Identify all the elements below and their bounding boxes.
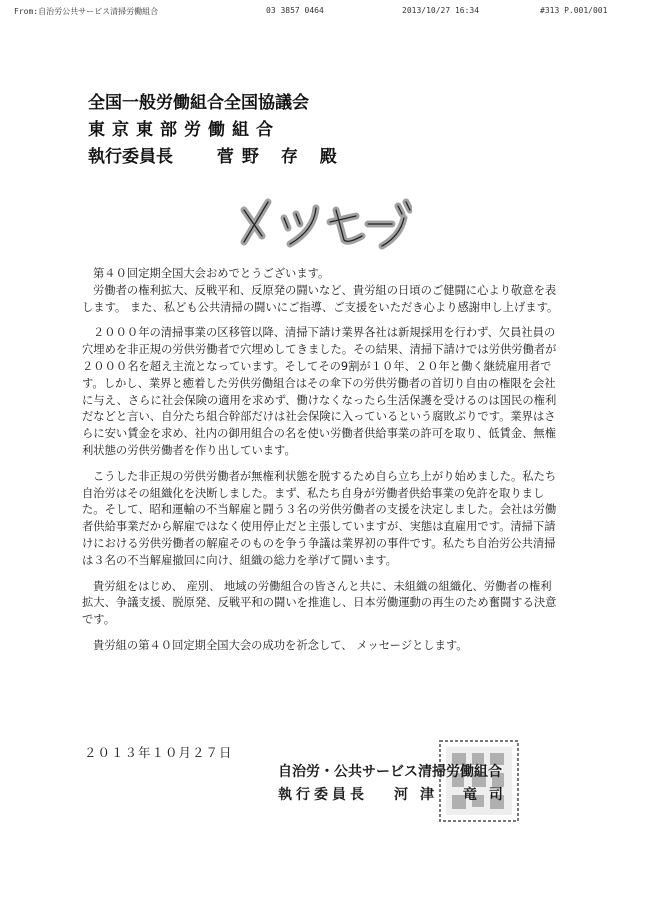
sender-block [278, 761, 515, 807]
fax-from: From:自治労公共サービス清掃労働組合 [14, 7, 159, 16]
body-paragraph-6: 貴労組の第４０回定期全国大会の成功を祈念して、 メッセージとします。 [93, 638, 468, 652]
recipient-title-line [88, 144, 345, 171]
fax-header [14, 6, 636, 20]
recipient-line-1: 全国一般労働組合全国協議会 [88, 93, 309, 113]
letter-date: ２０１３年１０月２７日 [84, 745, 233, 760]
fax-datetime: 2013/10/27 16:34 [402, 6, 480, 15]
body-paragraph-1: 第４０回定期全国大会おめでとうございます。 [93, 267, 330, 280]
sender-name: 河津 竜司 [394, 787, 515, 803]
message-title [232, 188, 412, 250]
handwritten-title-graphic [232, 188, 412, 250]
message-body [82, 266, 560, 655]
sender-title: 執行委員長 [278, 787, 368, 803]
recipient-line-2: 東京東部労働組合 [88, 120, 280, 140]
body-paragraph-5: 貴労組をはじめ、 産別、 地域の労働組合の皆さんと共に、未組織の組織化、労働者の権利拡大、争議支援、脱原発、反戦平和の闘いを推進し、日本労働運動の再生のため奮闘する決意です。 [82, 579, 557, 627]
recipient-title: 執行委員長 [88, 147, 173, 167]
fax-page: #313 P.001/001 [540, 6, 608, 15]
sender-organization: 自治労・公共サービス清掃労働組合 [278, 764, 502, 780]
recipient-block [88, 90, 345, 171]
body-paragraph-4: こうした非正規の労供労働者が無権利状態を脱するため自ら立ち上がり始めました。私たち自治労はその組織化を決断しました。まず、私たち自身が労働者供給事業の免許を取りました。そして、昭和運輸の不当解雇と闘う３名の労供労働者の支援を決定しました。会社は労働者供給事業だから解雇ではなく使用停止だと主張していますが、実態は直雇用です。清掃下請けにおける労供労働者の解雇そのものを争う争議は業界初の事件です。私たち自治労公共清掃は３名の不当解雇撤回に向け、組織の総力を挙げて闘います。 [82, 469, 557, 567]
fax-phone: 03 3857 0464 [266, 6, 324, 15]
message-title-text: メッセージ [317, 227, 327, 229]
body-paragraph-3: ２０００年の清掃事業の区移管以降、清掃下請け業界各社は新規採用を行わず、欠員社員の穴埋めを非正規の労供労働者で穴埋めしてきました。その結果、清掃下請けでは労供労働者が２０００名を超え主流となっています。そしてその9割が１０年、２０年と働く継続雇用者です。しかし、業界と癒着した労供労働組合はその傘下の労供労働者の首切り自由の権限を会社に与え、さらに社会保険の適用を求めず、働けなくなったら生活保護を受けるのは国民の権利だなどと言い、自分たち組合幹部だけは社会保険に入っているという腐敗ぶりです。業界はさらに安い賃金を求め、社内の御用組合の名を使い労働者供給事業の許可を取り、低賃金、無権利状態の労供労働者を作り出しています。 [82, 326, 557, 457]
recipient-name: 菅野 存 殿 [216, 147, 345, 167]
body-paragraph-2: 労働者の権利拡大、反戦平和、反原発の闘いなど、貴労組の日頃のご健闘に心より敬意を表します。 また、私ども公共清掃の闘いにご指導、ご支援をいただき心より感謝申し上げます。 [82, 283, 559, 314]
